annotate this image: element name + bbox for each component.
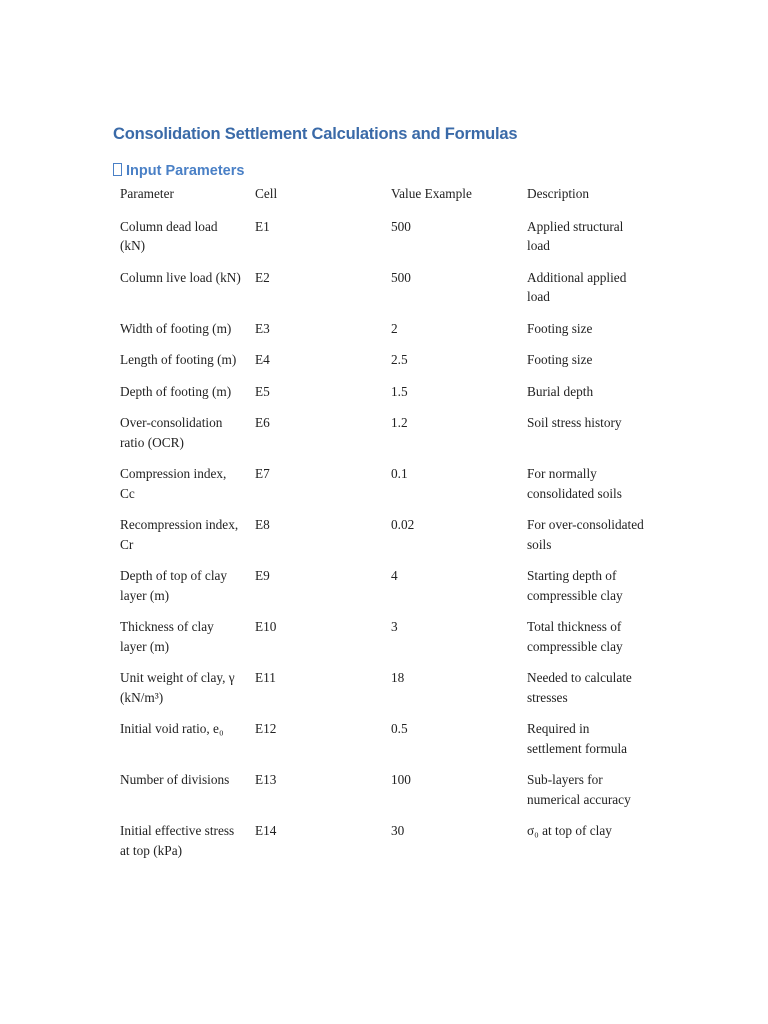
cell-parameter: Compression index, Cc — [120, 466, 227, 501]
cell-ref: E10 — [255, 619, 277, 634]
cell-description: Soil stress history — [527, 415, 622, 430]
cell-value: 2 — [391, 320, 398, 336]
table-row — [113, 347, 653, 379]
table-row — [113, 265, 653, 316]
cell-ref: E5 — [255, 383, 270, 399]
cell-description: Sub-layers for numerical accuracy — [527, 772, 631, 807]
cell-ref: E3 — [255, 320, 270, 336]
document-title: Consolidation Settlement Calculations and Formulas — [113, 125, 518, 143]
cell-value: 0.5 — [391, 721, 408, 736]
cell-parameter: Unit weight of clay, γ (kN/m³) — [120, 670, 235, 705]
cell-ref: E7 — [255, 466, 270, 481]
cell-parameter: Column live load (kN) — [120, 269, 241, 285]
cell-description: Footing size — [527, 320, 593, 336]
cell-value: 500 — [391, 269, 411, 285]
cell-parameter: Depth of top of clay layer (m) — [120, 568, 228, 603]
table-row — [113, 379, 653, 411]
table-row — [113, 512, 653, 563]
cell-parameter: Depth of footing (m) — [120, 383, 232, 399]
cell-description: For normally consolidated soils — [527, 466, 622, 501]
cell-parameter: Width of footing (m) — [120, 320, 232, 336]
cell-value: 18 — [391, 670, 405, 685]
cell-ref: E12 — [255, 721, 277, 736]
cell-description: Required in settlement formula — [527, 721, 628, 756]
table-row — [113, 214, 653, 265]
cell-value: 3 — [391, 619, 398, 634]
table-row — [113, 410, 653, 461]
table-row — [113, 316, 653, 348]
cell-value: 30 — [391, 823, 405, 838]
cell-description: Starting depth of compressible clay — [527, 568, 623, 603]
table-body — [113, 214, 653, 870]
table-row — [113, 767, 653, 818]
cell-ref: E4 — [255, 352, 270, 367]
section-heading — [113, 163, 244, 179]
header-description: Description — [527, 186, 590, 201]
missing-glyph-icon — [113, 163, 122, 176]
cell-description: Burial depth — [527, 383, 594, 399]
cell-ref: E8 — [255, 517, 270, 532]
cell-ref: E1 — [255, 218, 270, 234]
cell-value: 0.1 — [391, 466, 408, 481]
cell-parameter: Number of divisions — [120, 772, 230, 787]
header-parameter: Parameter — [120, 186, 174, 201]
cell-value: 2.5 — [391, 352, 408, 367]
cell-description: Needed to calculate stresses — [527, 670, 632, 705]
cell-parameter: Initial effective stress at top (kPa) — [120, 823, 235, 858]
header-cell: Cell — [255, 186, 278, 201]
cell-description: Total thickness of compressible clay — [527, 619, 623, 654]
cell-value: 1.5 — [391, 383, 408, 399]
cell-value: 100 — [391, 772, 411, 787]
table-row — [113, 818, 653, 869]
cell-ref: E13 — [255, 772, 277, 787]
cell-parameter: Recompression index, Cr — [120, 517, 239, 552]
cell-ref: E11 — [255, 670, 276, 685]
header-value-example: Value Example — [391, 186, 472, 201]
cell-parameter: Initial void ratio, e₀ — [120, 721, 224, 736]
cell-ref: E9 — [255, 568, 270, 583]
cell-description: Applied structural load — [527, 218, 624, 253]
table-row — [113, 665, 653, 716]
cell-value: 1.2 — [391, 415, 408, 430]
cell-parameter: Thickness of clay layer (m) — [120, 619, 214, 654]
cell-description: For over-consolidated soils — [527, 517, 644, 552]
cell-value: 4 — [391, 568, 398, 583]
cell-parameter: Column dead load (kN) — [120, 218, 218, 253]
cell-parameter: Over-consolidation ratio (OCR) — [120, 415, 223, 450]
cell-description: Footing size — [527, 352, 593, 367]
table-row — [113, 716, 653, 767]
table-row — [113, 461, 653, 512]
cell-value: 0.02 — [391, 517, 415, 532]
cell-description: σ₀ at top of clay — [527, 823, 612, 838]
cell-value: 500 — [391, 218, 411, 234]
cell-description: Additional applied load — [527, 269, 627, 304]
table-row — [113, 614, 653, 665]
section-heading-label: Input Parameters — [126, 163, 245, 179]
cell-ref: E14 — [255, 823, 277, 838]
input-parameters-table — [113, 181, 653, 869]
cell-ref: E6 — [255, 415, 270, 430]
cell-parameter: Length of footing (m) — [120, 352, 237, 367]
table-header-row — [113, 181, 653, 214]
table-row — [113, 563, 653, 614]
cell-ref: E2 — [255, 269, 270, 285]
